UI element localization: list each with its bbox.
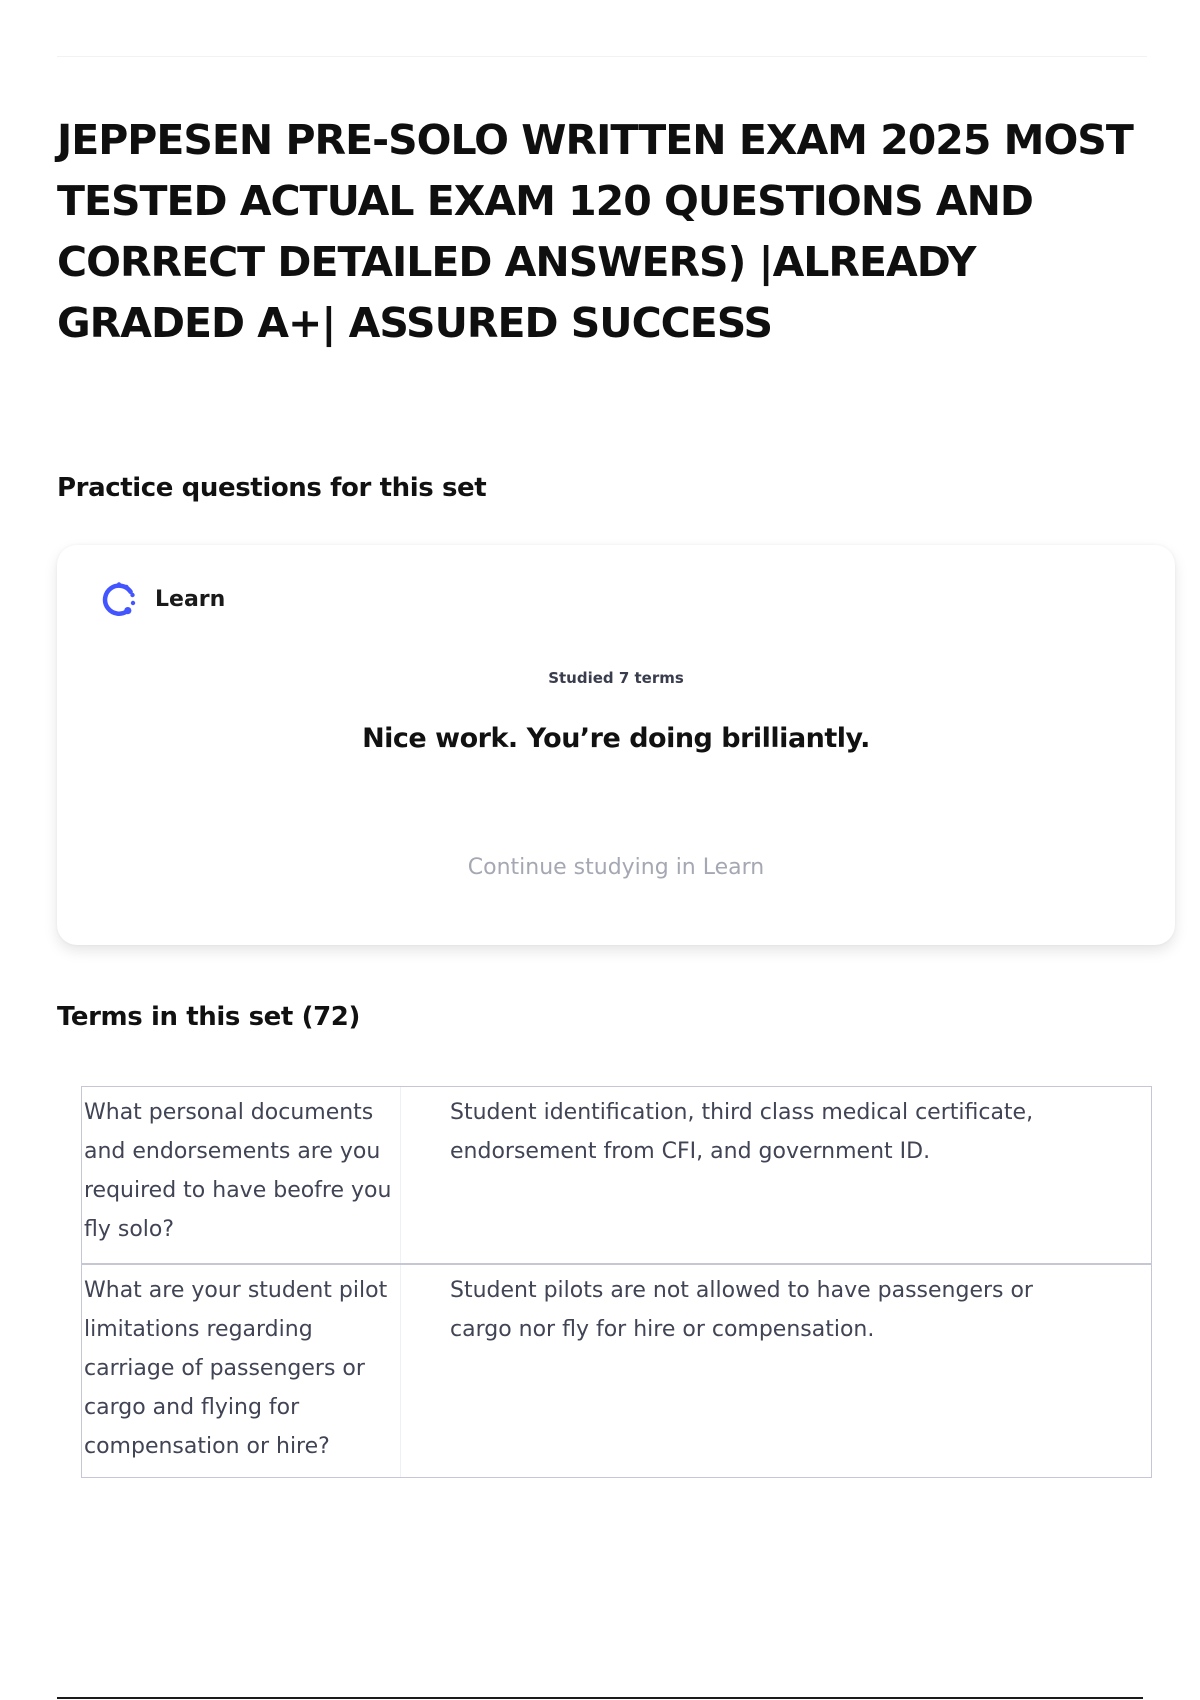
table-row xyxy=(82,1263,1151,1477)
practice-heading: Practice questions for this set xyxy=(57,473,487,503)
definition-cell: Student pilots are not allowed to have passengers or cargo nor fly for hire or compensation. xyxy=(450,1278,1033,1342)
learn-header[interactable] xyxy=(97,577,225,621)
studied-terms-count: Studied 7 terms xyxy=(548,669,684,687)
term-cell: What are your student pilot limitations regarding carriage of passengers or cargo and flying for compensation or hire? xyxy=(82,1265,401,1477)
learn-card xyxy=(57,545,1175,945)
learn-progress-icon xyxy=(97,577,141,621)
bottom-divider xyxy=(57,1697,1143,1699)
terms-heading: Terms in this set (72) xyxy=(57,1002,360,1032)
learn-label: Learn xyxy=(155,586,226,612)
top-divider xyxy=(57,56,1147,57)
definition-cell: Student identification, third class medical certificate, endorsement from CFI, and government ID. xyxy=(450,1100,1034,1164)
document-title: JEPPESEN PRE-SOLO WRITTEN EXAM 2025 MOST TESTED ACTUAL EXAM 120 QUESTIONS AND CORRECT DETAILED ANSWERS) |ALREADY GRADED A+| ASSURED SUCCESS xyxy=(57,116,1133,347)
encouragement-message: Nice work. You’re doing brilliantly. xyxy=(362,723,870,754)
table-row xyxy=(82,1087,1151,1263)
terms-table xyxy=(81,1086,1152,1478)
continue-learn-button[interactable]: Continue studying in Learn xyxy=(467,855,765,880)
term-cell: What personal documents and endorsements are you required to have beofre you fly solo? xyxy=(82,1087,401,1263)
